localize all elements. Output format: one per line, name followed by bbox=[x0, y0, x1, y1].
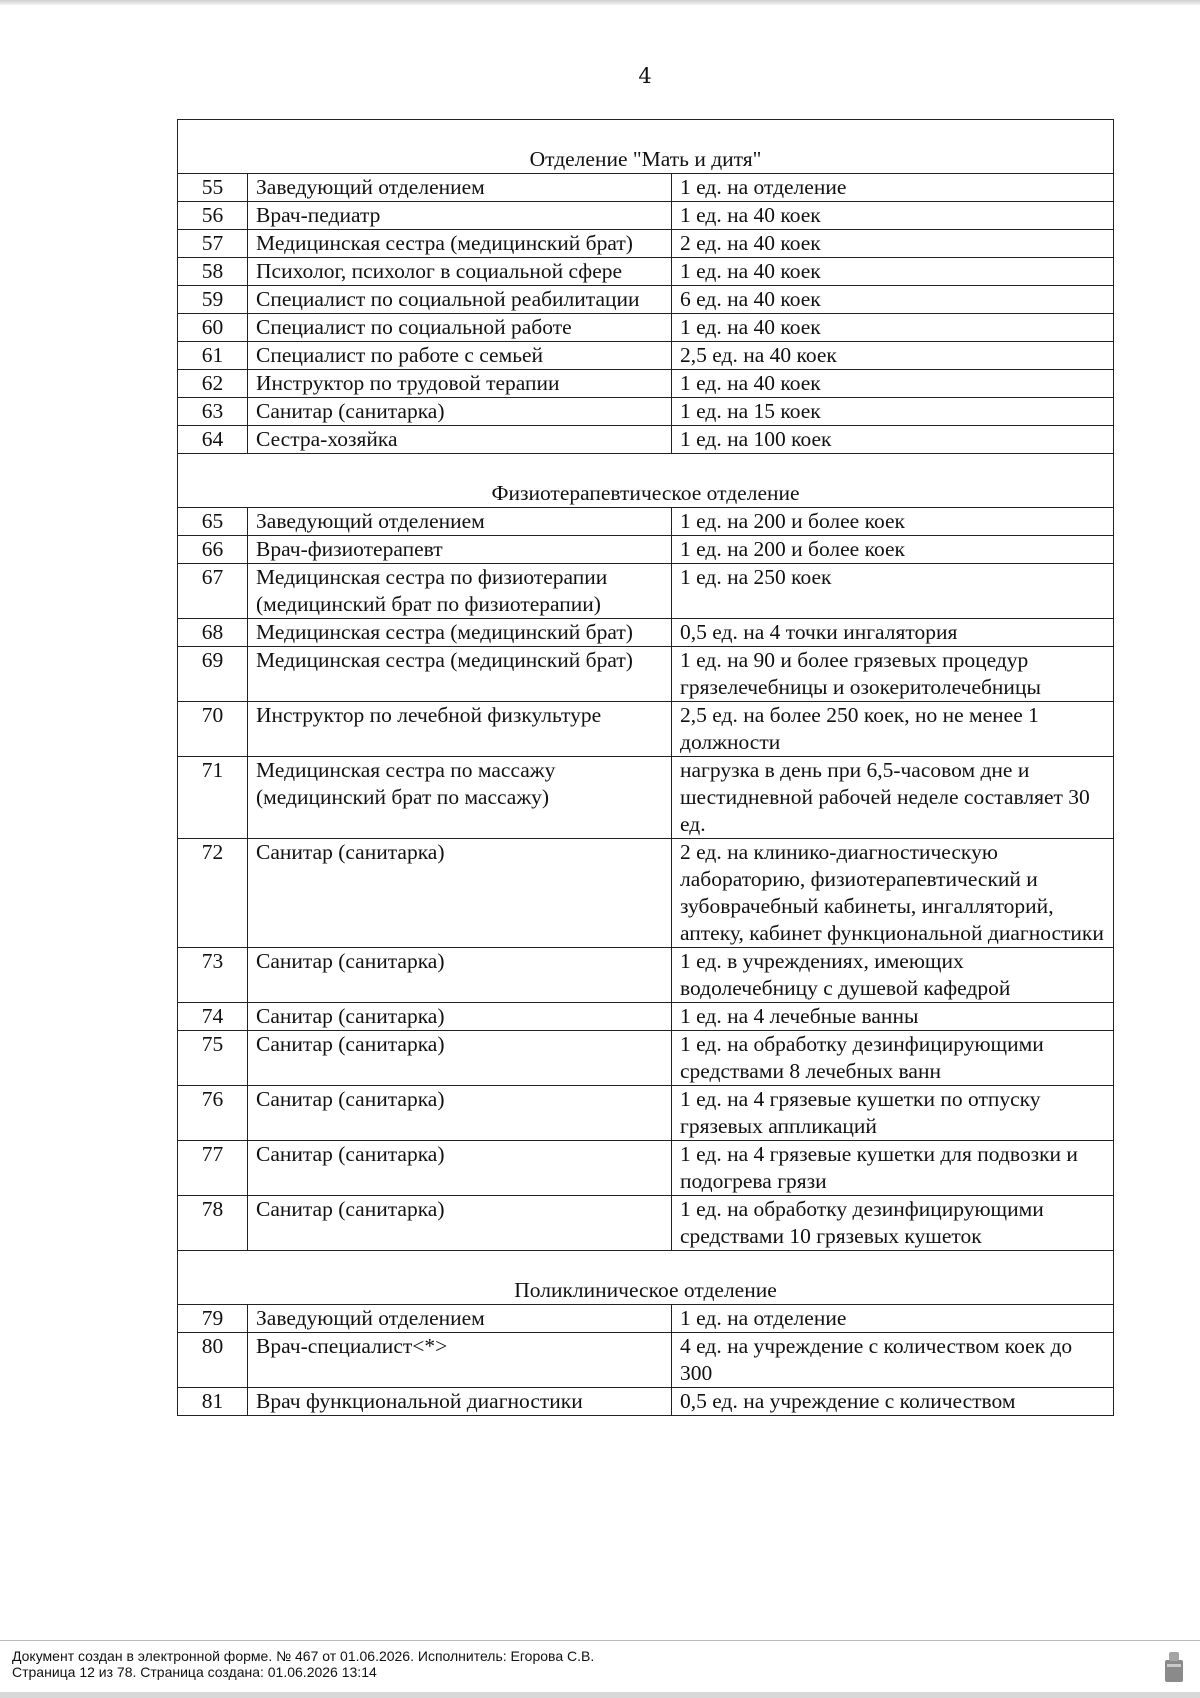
row-number: 65 bbox=[178, 508, 248, 536]
table-row bbox=[178, 370, 1114, 398]
table-row bbox=[178, 426, 1114, 454]
staffing-norm-cell: 1 ед. на 40 коек bbox=[672, 370, 1114, 398]
position-cell: Специалист по социальной работе bbox=[248, 314, 672, 342]
table-row bbox=[178, 948, 1114, 1003]
table-row bbox=[178, 757, 1114, 839]
table-row bbox=[178, 1003, 1114, 1031]
section-title: Поликлиническое отделение bbox=[178, 1251, 1114, 1305]
staffing-norm-cell: 2 ед. на клинико-диагностическую лабораторию, физиотерапевтический и зубоврачебный кабинеты, ингалляторий, аптеку, кабинет функциональной диагностики bbox=[672, 839, 1114, 948]
section-title: Отделение "Мать и дитя" bbox=[178, 120, 1114, 174]
row-number: 71 bbox=[178, 757, 248, 839]
row-number: 63 bbox=[178, 398, 248, 426]
position-cell: Заведующий отделением bbox=[248, 174, 672, 202]
table-row bbox=[178, 1086, 1114, 1141]
staffing-norm-cell: 0,5 ед. на учреждение с количеством bbox=[672, 1388, 1114, 1416]
row-number: 75 bbox=[178, 1031, 248, 1086]
staffing-norm-cell: 1 ед. в учреждениях, имеющих водолечебницу с душевой кафедрой bbox=[672, 948, 1114, 1003]
table-row bbox=[178, 839, 1114, 948]
row-number: 72 bbox=[178, 839, 248, 948]
table-row bbox=[178, 314, 1114, 342]
position-cell: Санитар (санитарка) bbox=[248, 839, 672, 948]
position-cell: Медицинская сестра по массажу (медицинский брат по массажу) bbox=[248, 757, 672, 839]
row-number: 79 bbox=[178, 1305, 248, 1333]
table-row bbox=[178, 1388, 1114, 1416]
position-cell: Санитар (санитарка) bbox=[248, 1141, 672, 1196]
staffing-norm-cell: 1 ед. на 4 лечебные ванны bbox=[672, 1003, 1114, 1031]
position-cell: Сестра-хозяйка bbox=[248, 426, 672, 454]
position-cell: Заведующий отделением bbox=[248, 1305, 672, 1333]
row-number: 73 bbox=[178, 948, 248, 1003]
row-number: 64 bbox=[178, 426, 248, 454]
position-cell: Санитар (санитарка) bbox=[248, 1086, 672, 1141]
table-row bbox=[178, 702, 1114, 757]
staffing-norm-cell: 1 ед. на 40 коек bbox=[672, 258, 1114, 286]
staffing-norm-cell: 2 ед. на 40 коек bbox=[672, 230, 1114, 258]
staffing-norm-cell: 2,5 ед. на 40 коек bbox=[672, 342, 1114, 370]
staffing-norm-cell: 1 ед. на 4 грязевые кушетки по отпуску грязевых аппликаций bbox=[672, 1086, 1114, 1141]
table-row bbox=[178, 564, 1114, 619]
position-cell: Заведующий отделением bbox=[248, 508, 672, 536]
staffing-norm-cell: 1 ед. на 250 коек bbox=[672, 564, 1114, 619]
page-number: 4 bbox=[638, 64, 652, 88]
row-number: 66 bbox=[178, 536, 248, 564]
row-number: 78 bbox=[178, 1196, 248, 1251]
position-cell: Врач-специалист<*> bbox=[248, 1333, 672, 1388]
staffing-norm-cell: 1 ед. на 40 коек bbox=[672, 202, 1114, 230]
table-row bbox=[178, 286, 1114, 314]
table-row bbox=[178, 230, 1114, 258]
footer-line-2: Страница 12 из 78. Страница создана: 01.06.2026 13:14 bbox=[12, 1664, 377, 1680]
table-row bbox=[178, 536, 1114, 564]
position-cell: Санитар (санитарка) bbox=[248, 1031, 672, 1086]
position-cell: Санитар (санитарка) bbox=[248, 1196, 672, 1251]
section-header-row bbox=[178, 454, 1114, 508]
table-row bbox=[178, 258, 1114, 286]
row-number: 74 bbox=[178, 1003, 248, 1031]
staffing-norm-cell: 1 ед. на отделение bbox=[672, 174, 1114, 202]
document-footer bbox=[12, 1648, 594, 1680]
position-cell: Медицинская сестра (медицинский брат) bbox=[248, 230, 672, 258]
position-cell: Медицинская сестра (медицинский брат) bbox=[248, 619, 672, 647]
row-number: 60 bbox=[178, 314, 248, 342]
table-row bbox=[178, 202, 1114, 230]
row-number: 67 bbox=[178, 564, 248, 619]
position-cell: Врач-педиатр bbox=[248, 202, 672, 230]
footer-divider bbox=[0, 1640, 1200, 1641]
position-cell: Санитар (санитарка) bbox=[248, 398, 672, 426]
table-row bbox=[178, 1196, 1114, 1251]
table-row bbox=[178, 647, 1114, 702]
table-row bbox=[178, 1031, 1114, 1086]
table-row bbox=[178, 1305, 1114, 1333]
staffing-norm-cell: 4 ед. на учреждение с количеством коек до 300 bbox=[672, 1333, 1114, 1388]
row-number: 56 bbox=[178, 202, 248, 230]
row-number: 61 bbox=[178, 342, 248, 370]
stamp-icon bbox=[1163, 1650, 1185, 1684]
table-row bbox=[178, 398, 1114, 426]
row-number: 81 bbox=[178, 1388, 248, 1416]
scan-edge-bottom bbox=[0, 1692, 1200, 1698]
position-cell: Санитар (санитарка) bbox=[248, 948, 672, 1003]
table-row bbox=[178, 619, 1114, 647]
position-cell: Инструктор по лечебной физкультуре bbox=[248, 702, 672, 757]
footer-line-1: Документ создан в электронной форме. № 467 от 01.06.2026. Исполнитель: Егорова С.В. bbox=[12, 1648, 595, 1664]
row-number: 69 bbox=[178, 647, 248, 702]
row-number: 70 bbox=[178, 702, 248, 757]
position-cell: Психолог, психолог в социальной сфере bbox=[248, 258, 672, 286]
section-header-row bbox=[178, 1251, 1114, 1305]
staffing-norm-cell: 1 ед. на 90 и более грязевых процедур грязелечебницы и озокеритолечебницы bbox=[672, 647, 1114, 702]
staffing-norm-cell: 6 ед. на 40 коек bbox=[672, 286, 1114, 314]
position-cell: Медицинская сестра (медицинский брат) bbox=[248, 647, 672, 702]
position-cell: Медицинская сестра по физиотерапии (медицинский брат по физиотерапии) bbox=[248, 564, 672, 619]
staffing-norm-cell: 1 ед. на 15 коек bbox=[672, 398, 1114, 426]
table-row bbox=[178, 342, 1114, 370]
row-number: 76 bbox=[178, 1086, 248, 1141]
position-cell: Специалист по социальной реабилитации bbox=[248, 286, 672, 314]
staffing-norm-cell: нагрузка в день при 6,5-часовом дне и шестидневной рабочей неделе составляет 30 ед. bbox=[672, 757, 1114, 839]
position-cell: Специалист по работе с семьей bbox=[248, 342, 672, 370]
table-row bbox=[178, 508, 1114, 536]
position-cell: Врач-физиотерапевт bbox=[248, 536, 672, 564]
position-cell: Санитар (санитарка) bbox=[248, 1003, 672, 1031]
row-number: 58 bbox=[178, 258, 248, 286]
row-number: 59 bbox=[178, 286, 248, 314]
staffing-norm-cell: 1 ед. на 40 коек bbox=[672, 314, 1114, 342]
table-row bbox=[178, 1141, 1114, 1196]
staffing-norm-cell: 2,5 ед. на более 250 коек, но не менее 1 должности bbox=[672, 702, 1114, 757]
section-header-row bbox=[178, 120, 1114, 174]
row-number: 62 bbox=[178, 370, 248, 398]
staffing-table bbox=[177, 119, 1114, 1416]
row-number: 68 bbox=[178, 619, 248, 647]
staffing-norm-cell: 0,5 ед. на 4 точки ингалятория bbox=[672, 619, 1114, 647]
staffing-norm-cell: 1 ед. на 4 грязевые кушетки для подвозки и подогрева грязи bbox=[672, 1141, 1114, 1196]
staffing-norm-cell: 1 ед. на 200 и более коек bbox=[672, 536, 1114, 564]
staffing-norm-cell: 1 ед. на обработку дезинфицирующими средствами 8 лечебных ванн bbox=[672, 1031, 1114, 1086]
section-title: Физиотерапевтическое отделение bbox=[178, 454, 1114, 508]
row-number: 55 bbox=[178, 174, 248, 202]
row-number: 77 bbox=[178, 1141, 248, 1196]
staffing-norm-cell: 1 ед. на отделение bbox=[672, 1305, 1114, 1333]
table-row bbox=[178, 174, 1114, 202]
staffing-norm-cell: 1 ед. на обработку дезинфицирующими средствами 10 грязевых кушеток bbox=[672, 1196, 1114, 1251]
position-cell: Врач функциональной диагностики bbox=[248, 1388, 672, 1416]
row-number: 57 bbox=[178, 230, 248, 258]
table-row bbox=[178, 1333, 1114, 1388]
staffing-norm-cell: 1 ед. на 100 коек bbox=[672, 426, 1114, 454]
position-cell: Инструктор по трудовой терапии bbox=[248, 370, 672, 398]
scan-edge-top bbox=[0, 0, 1200, 5]
staffing-norm-cell: 1 ед. на 200 и более коек bbox=[672, 508, 1114, 536]
staffing-table-body bbox=[178, 120, 1114, 1416]
row-number: 80 bbox=[178, 1333, 248, 1388]
